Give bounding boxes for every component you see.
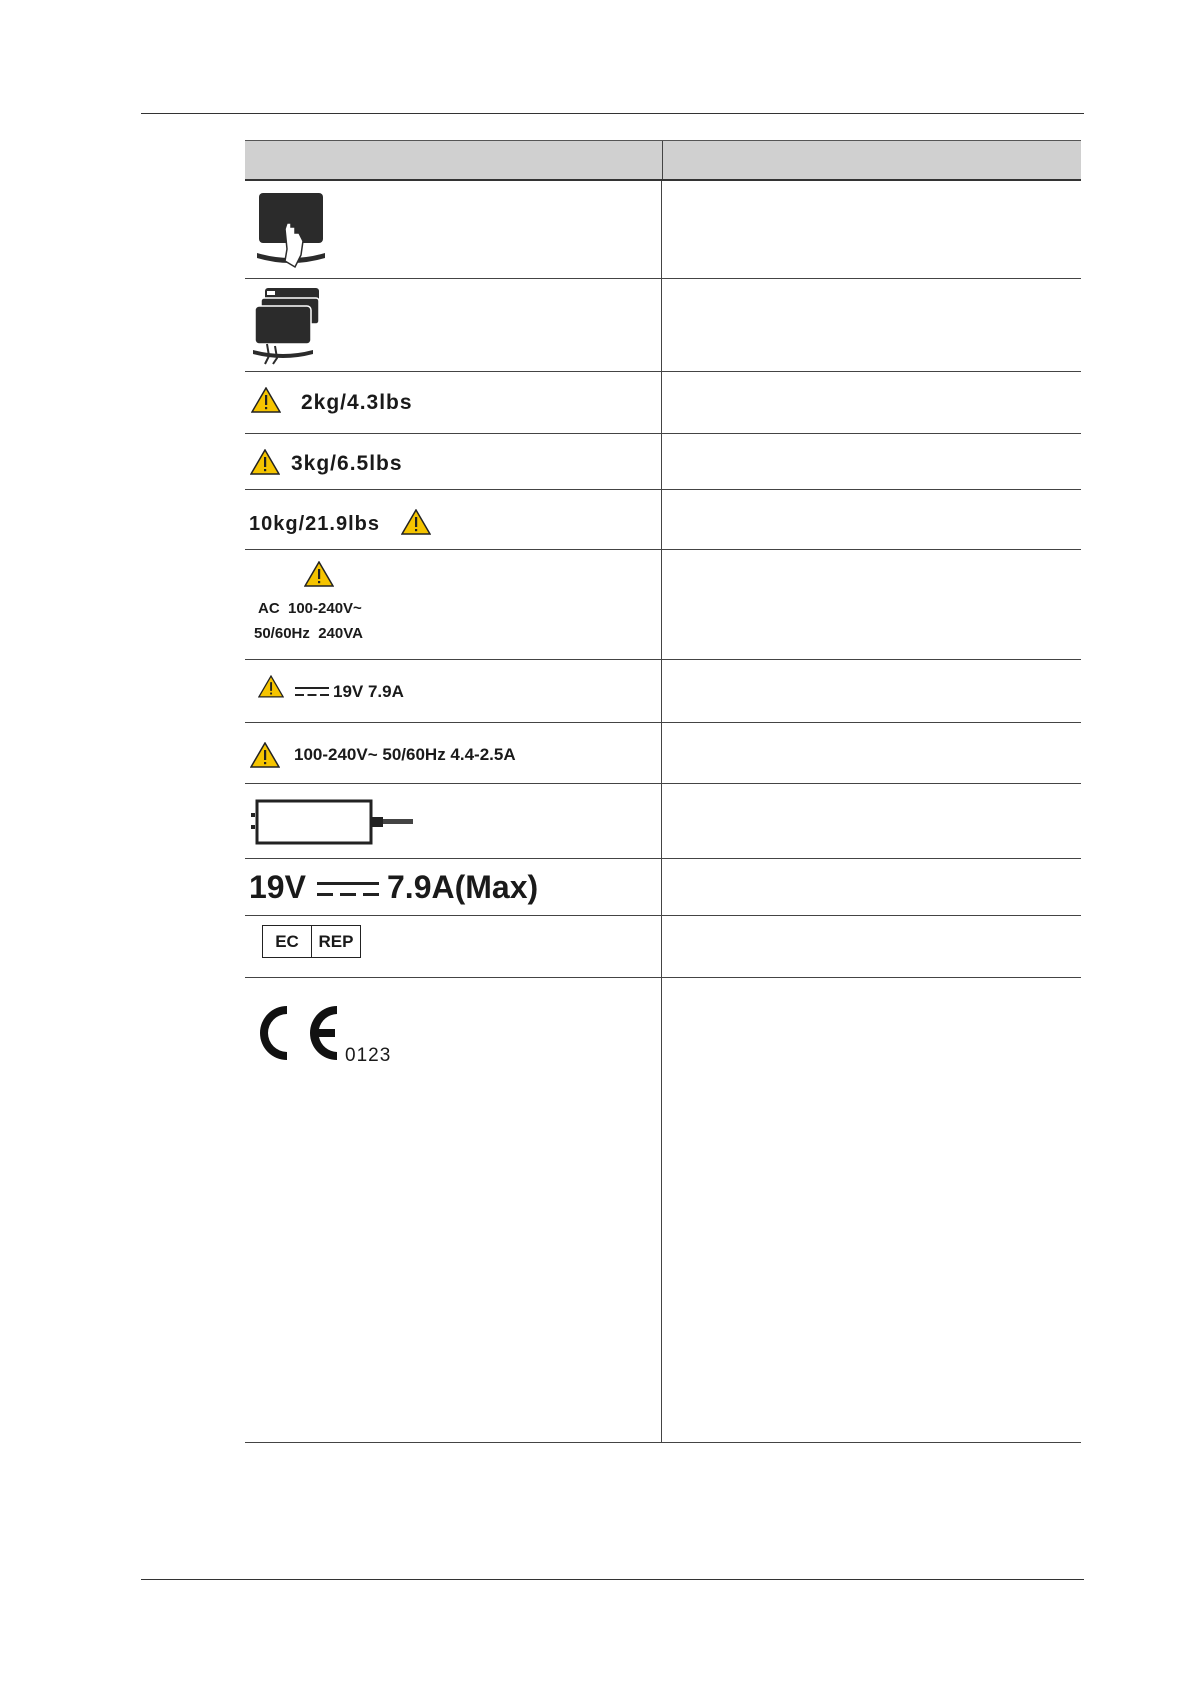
- warning-triangle-icon: [250, 742, 280, 768]
- footer-rule: [141, 1579, 1084, 1580]
- max-load-2kg-label: 2kg/4.3lbs: [301, 391, 413, 414]
- table-header: [245, 140, 1081, 181]
- warning-triangle-icon: [258, 675, 284, 698]
- ac-rating-line2: 50/60Hz 240VA: [254, 625, 363, 642]
- table-row: [245, 916, 1081, 978]
- rep-label: REP: [318, 931, 354, 951]
- monitor-hand-icon: [251, 191, 327, 269]
- table-row: [245, 550, 1081, 660]
- ec-rep-symbol: [262, 925, 361, 958]
- dc-voltage-label: 19V: [249, 869, 306, 905]
- dc-current-max-label: 7.9A(Max): [387, 869, 539, 905]
- warning-triangle-icon: [250, 449, 280, 475]
- ac-current-label: 100-240V~ 50/60Hz 4.4-2.5A: [294, 745, 516, 764]
- table-row: [245, 279, 1081, 372]
- dc-symbol-icon: [295, 686, 329, 698]
- monitors-hand-icon: [251, 286, 323, 366]
- ce-notified-body-number: 0123: [345, 1045, 392, 1066]
- table-row: [245, 434, 1081, 490]
- table-row: [245, 784, 1081, 859]
- ac-rating-line1: AC 100-240V~: [258, 600, 362, 617]
- table-row: [245, 660, 1081, 723]
- max-load-10kg-label: 10kg/21.9lbs: [249, 513, 380, 535]
- table-row: [245, 978, 1081, 1443]
- warning-triangle-icon: [251, 387, 281, 413]
- ce-mark-icon: [251, 1000, 343, 1066]
- table-row: [245, 859, 1081, 916]
- table-row: [245, 372, 1081, 434]
- max-load-3kg-label: 3kg/6.5lbs: [291, 452, 403, 475]
- table-row: [245, 490, 1081, 550]
- table-row: [245, 723, 1081, 784]
- power-adapter-icon: [249, 799, 415, 847]
- symbol-table: [245, 140, 1081, 1443]
- header-cell-description: [663, 141, 1081, 179]
- header-rule: [141, 113, 1084, 114]
- dc-input-label: 19V 7.9A: [333, 682, 404, 701]
- header-cell-symbol: [245, 141, 663, 179]
- warning-triangle-icon: [401, 509, 431, 535]
- dc-symbol-icon: [317, 879, 379, 899]
- ec-label: EC: [263, 926, 312, 957]
- warning-triangle-icon: [304, 561, 334, 587]
- table-row: [245, 181, 1081, 279]
